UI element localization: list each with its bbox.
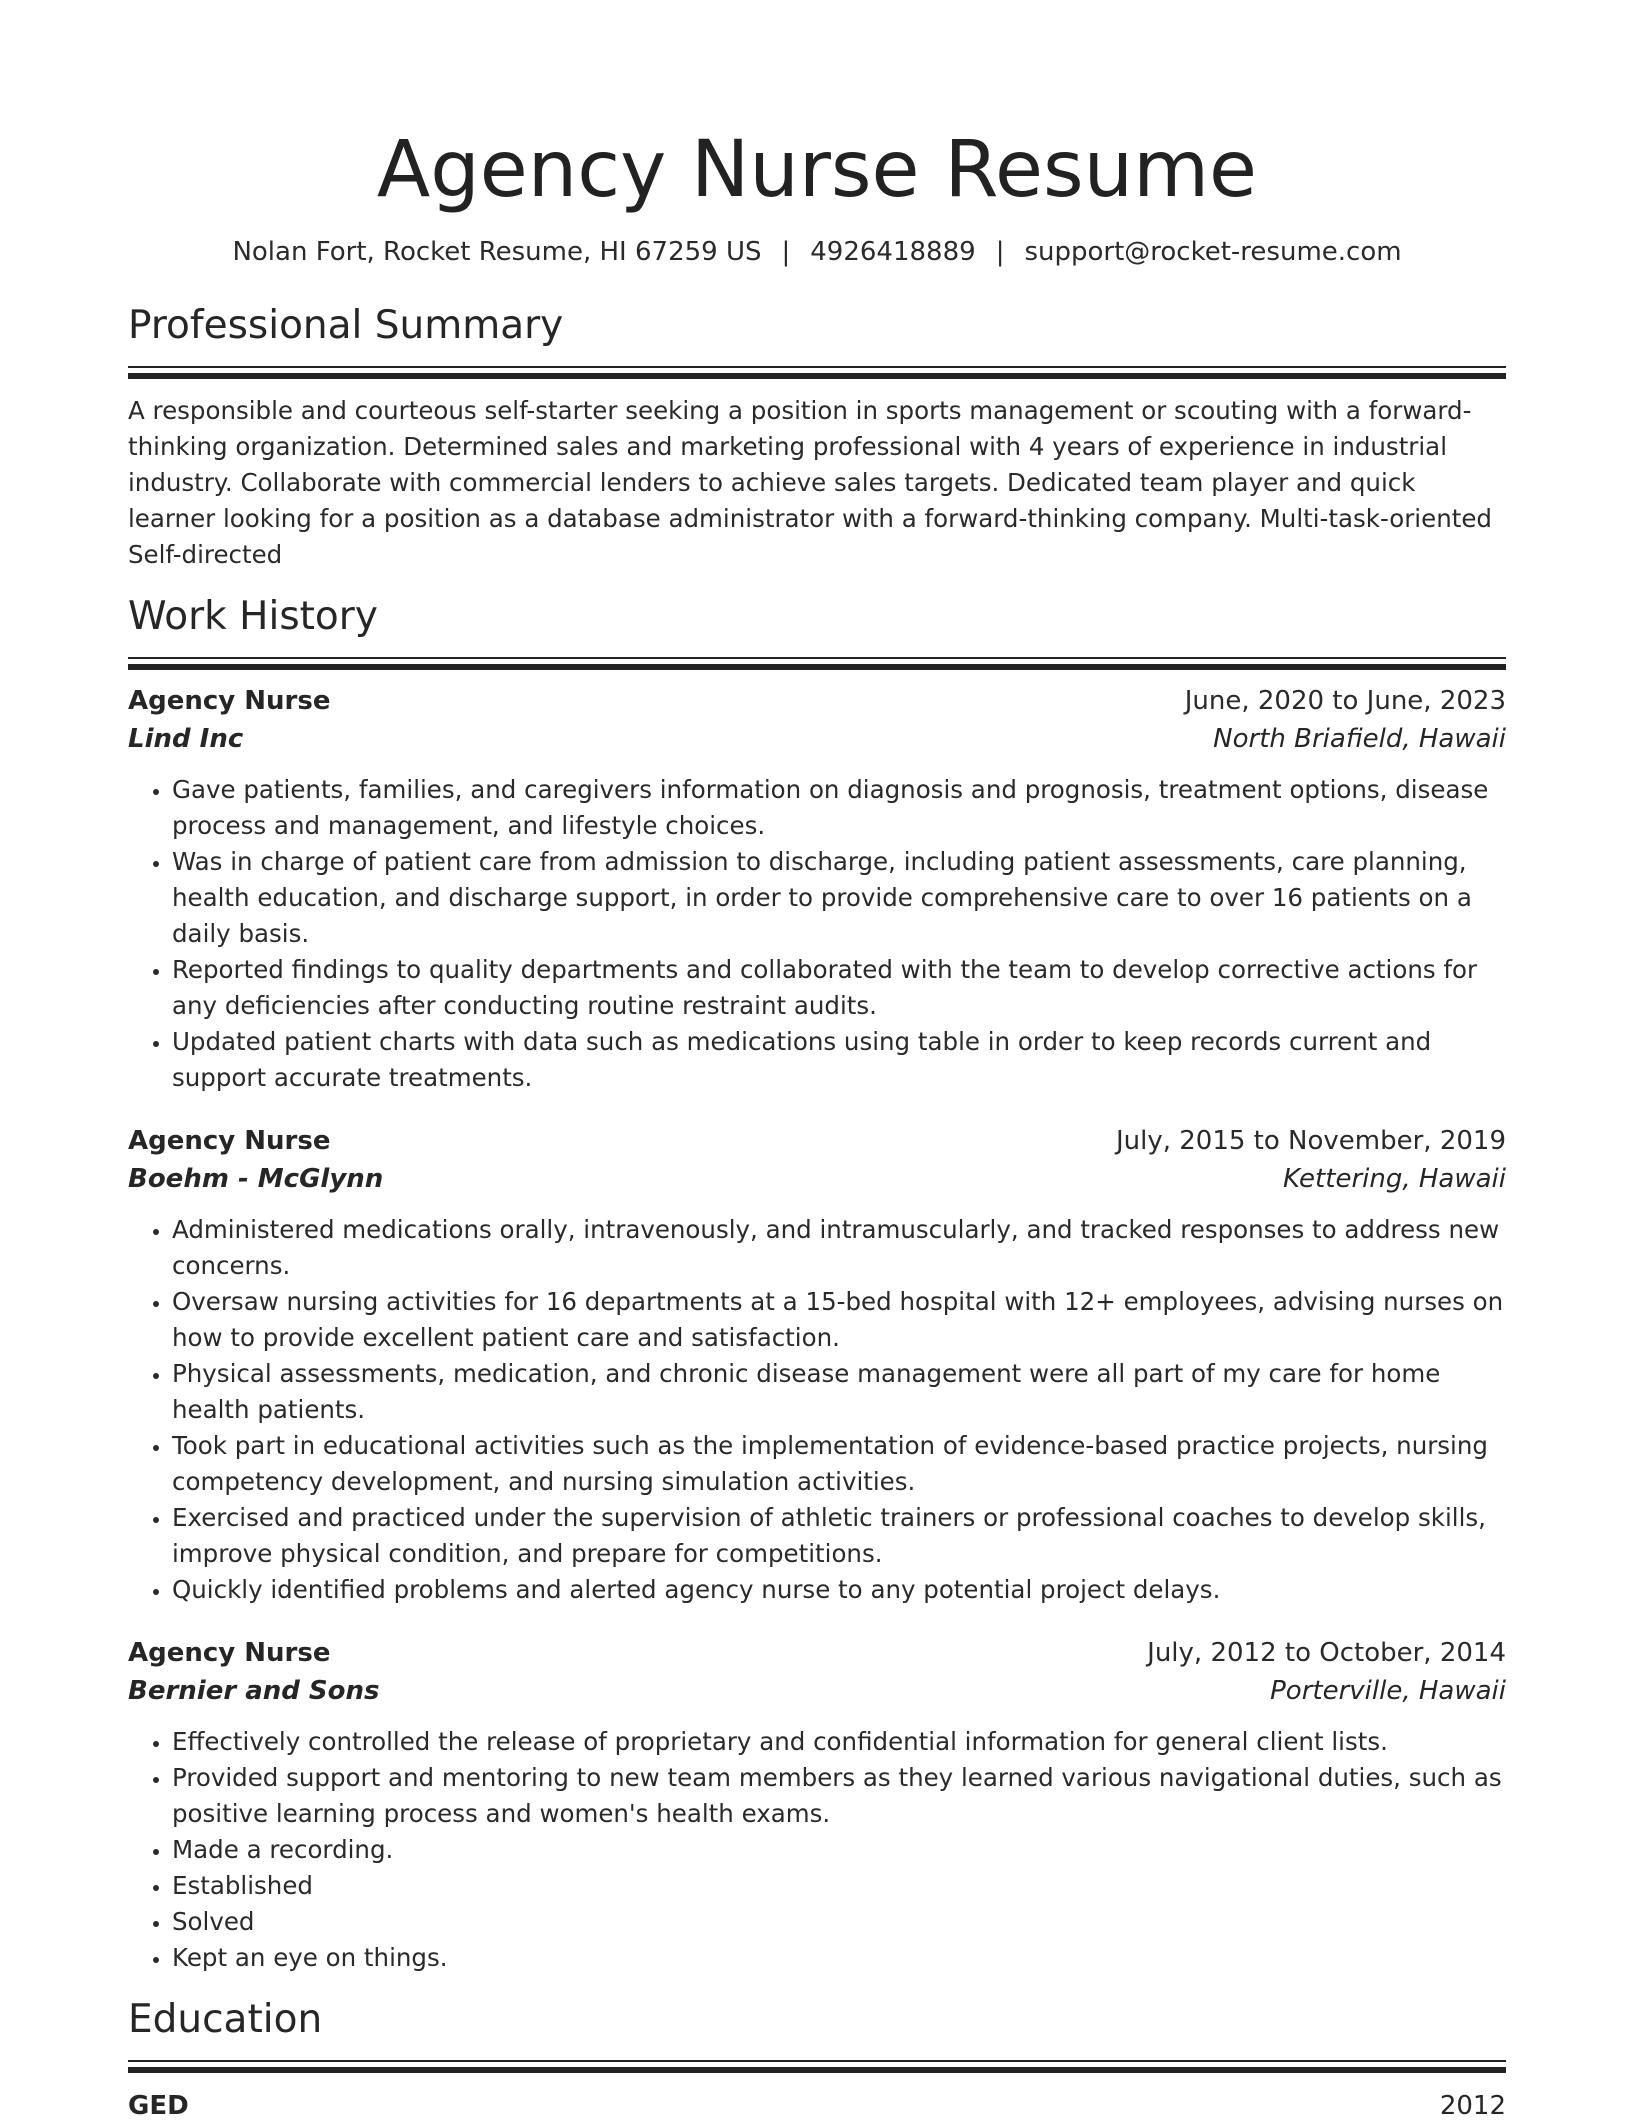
job-title: Agency Nurse xyxy=(128,1638,331,1668)
job-bullet: • Updated patient charts with data such as medications using table in order to keep records current and support accurate treatments. xyxy=(172,1024,1506,1096)
education-section xyxy=(128,1996,1506,2125)
job-bullets xyxy=(128,1212,1506,1608)
section-divider xyxy=(128,2060,1506,2062)
contact-email[interactable]: support@rocket-resume.com xyxy=(1024,237,1402,267)
job-company: Boehm - McGlynn xyxy=(128,1164,384,1194)
contact-separator: | xyxy=(781,237,791,267)
job-entry xyxy=(128,1122,1506,1608)
job-entry xyxy=(128,682,1506,1096)
job-bullet: • Gave patients, families, and caregivers information on diagnosis and prognosis, treatment options, disease process and management, and lifestyle choices. xyxy=(172,772,1506,844)
summary-text: A responsible and courteous self-starter seeking a position in sports management or scouting with a forward-thinking organization. Determined sales and marketing professional with 4 years of experience in industrial industry. Collaborate with commercial lenders to achieve sales targets. Dedicated team player and quick learner looking for a position as a database administrator with a forward-thinking company. Multi-task-oriented Self-directed xyxy=(128,396,1492,569)
contact-address: Nolan Fort, Rocket Resume, HI 67259 US xyxy=(232,237,762,267)
education-heading: Education xyxy=(128,1997,323,2042)
job-dates: July, 2012 to October, 2014 xyxy=(1147,1638,1506,1668)
section-divider xyxy=(128,657,1506,659)
job-bullet: • Established xyxy=(172,1868,1506,1904)
job-bullet: • Effectively controlled the release of proprietary and confidential information for general client lists. xyxy=(172,1724,1506,1760)
job-dates: July, 2015 to November, 2019 xyxy=(1115,1126,1506,1156)
section-divider-thick xyxy=(128,2067,1506,2073)
job-company: Lind Inc xyxy=(128,724,244,754)
job-bullet: • Made a recording. xyxy=(172,1832,1506,1868)
education-degree: GED xyxy=(128,2091,189,2121)
job-bullet: • Exercised and practiced under the supervision of athletic trainers or professional coaches to develop skills, improve physical condition, and prepare for competitions. xyxy=(172,1500,1506,1572)
work-history-heading: Work History xyxy=(128,594,378,639)
job-bullet: • Solved xyxy=(172,1904,1506,1940)
summary-heading: Professional Summary xyxy=(128,303,564,348)
section-divider xyxy=(128,366,1506,368)
contact-phone: 4926418889 xyxy=(810,237,976,267)
job-dates: June, 2020 to June, 2023 xyxy=(1184,686,1506,716)
job-location: North Briafield, Hawaii xyxy=(1213,724,1506,754)
summary-section xyxy=(128,302,1506,573)
job-bullet: • Reported findings to quality departments and collaborated with the team to develop corrective actions for any deficiencies after conducting routine restraint audits. xyxy=(172,952,1506,1024)
job-bullet: • Oversaw nursing activities for 16 departments at a 15-bed hospital with 12+ employees, advising nurses on how to provide excellent patient care and satisfaction. xyxy=(172,1284,1506,1356)
education-year: 2012 xyxy=(1439,2091,1506,2121)
job-bullet: • Physical assessments, medication, and chronic disease management were all part of my care for home health patients. xyxy=(172,1356,1506,1428)
contact-separator: | xyxy=(995,237,1005,267)
job-bullet: • Was in charge of patient care from admission to discharge, including patient assessments, care planning, health education, and discharge support, in order to provide comprehensive care to over 16 patients on a daily basis. xyxy=(172,844,1506,952)
work-history-section xyxy=(128,593,1506,1976)
job-entry xyxy=(128,1634,1506,1976)
job-bullets xyxy=(128,772,1506,1096)
job-location: Porterville, Hawaii xyxy=(1270,1676,1506,1706)
job-location: Kettering, Hawaii xyxy=(1282,1164,1506,1194)
section-divider-thick xyxy=(128,664,1506,670)
job-bullet: • Quickly identified problems and alerted agency nurse to any potential project delays. xyxy=(172,1572,1506,1608)
job-company: Bernier and Sons xyxy=(128,1676,380,1706)
job-bullet: • Administered medications orally, intravenously, and intramuscularly, and tracked responses to address new concerns. xyxy=(172,1212,1506,1284)
job-bullets xyxy=(128,1724,1506,1976)
page-title: Agency Nurse Resume xyxy=(376,125,1258,215)
contact-line xyxy=(128,234,1506,270)
education-entry xyxy=(128,2087,1506,2125)
section-divider-thick xyxy=(128,373,1506,379)
job-bullet: • Provided support and mentoring to new team members as they learned various navigational duties, such as positive learning process and women's health exams. xyxy=(172,1760,1506,1832)
job-title: Agency Nurse xyxy=(128,686,331,716)
job-bullet: • Kept an eye on things. xyxy=(172,1940,1506,1976)
job-bullet: • Took part in educational activities such as the implementation of evidence-based practice projects, nursing competency development, and nursing simulation activities. xyxy=(172,1428,1506,1500)
job-title: Agency Nurse xyxy=(128,1126,331,1156)
